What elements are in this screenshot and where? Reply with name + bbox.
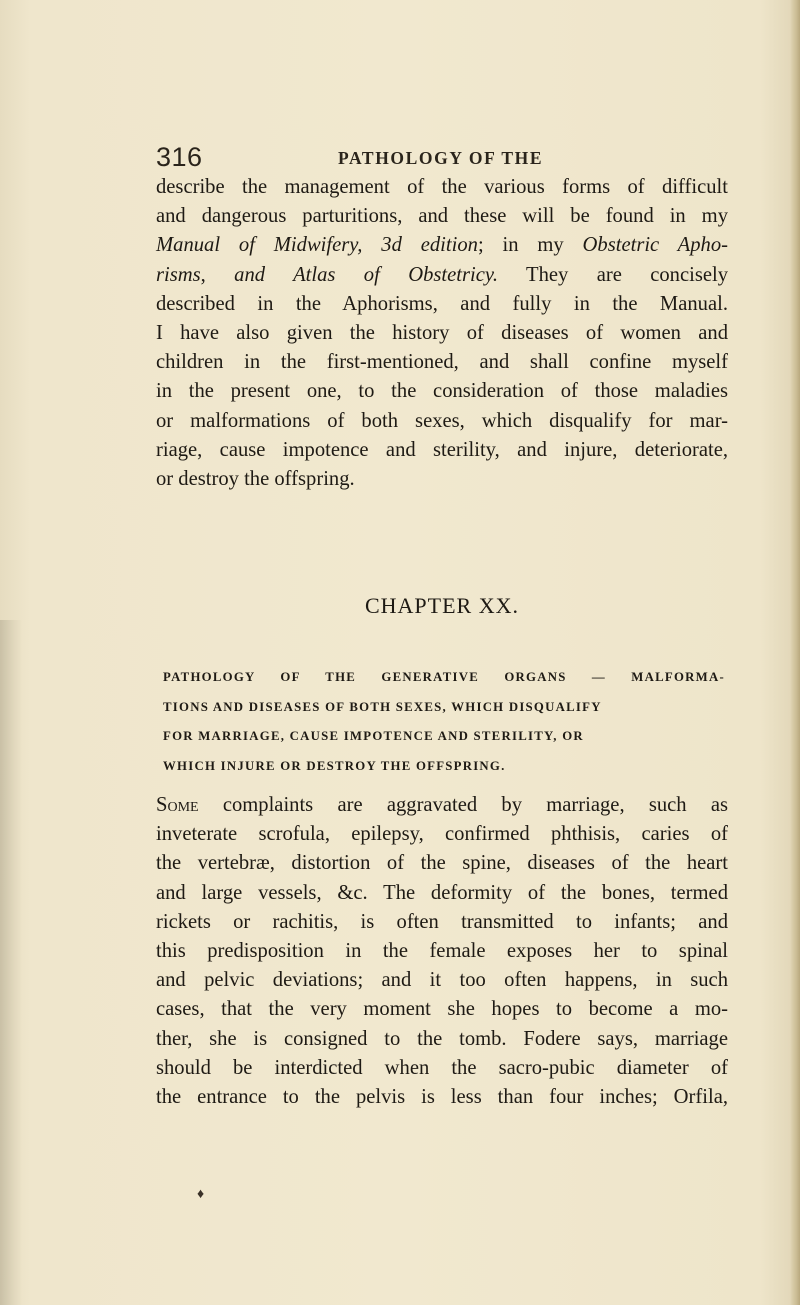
paragraph-line: should be interdicted when the sacro-pubic diameter of: [156, 1056, 728, 1079]
italic-title: risms: [156, 263, 201, 286]
subtitle-line: WHICH INJURE OR DESTROY THE OFFSPRING.: [163, 758, 506, 773]
paragraph-line-rest: complaints are aggravated by marriage, such as: [198, 794, 728, 816]
paragraph-line: children in the first-mentioned, and shall confine myself: [156, 351, 728, 374]
paragraph-2: [156, 791, 728, 1112]
page-header: [156, 142, 616, 176]
signature-mark: ♦: [197, 1187, 205, 1202]
paragraph-line: and dangerous parturitions, and these will be found in my: [156, 205, 728, 228]
paragraph-line: or malformations of both sexes, which disqualify for mar-: [156, 409, 728, 432]
page-edge-right: [790, 0, 800, 1305]
paragraph-line: rickets or rachitis, is often transmitted to infants; and: [156, 910, 728, 933]
paragraph-line: in the present one, to the consideration of those maladies: [156, 380, 728, 403]
drop-word: Some: [156, 794, 199, 816]
paragraph-line: described in the Aphorisms, and fully in the Manual.: [156, 292, 728, 315]
paragraph-line: I have also given the history of diseases of women and: [156, 321, 728, 344]
paragraph-line: cases, that the very moment she hopes to become a mo-: [156, 998, 728, 1021]
paragraph-line: riage, cause impotence and sterility, and injure, deteriorate,: [156, 438, 728, 461]
italic-title: and Atlas of Obstetricy.: [234, 263, 498, 286]
chapter-heading: CHAPTER XX.: [364, 593, 519, 618]
paragraph-line: the entrance to the pelvis is less than four inches; Orfila,: [156, 1085, 728, 1108]
paragraph-line: describe the management of the various forms of difficult: [156, 176, 728, 198]
subtitle-line: PATHOLOGY OF THE GENERATIVE ORGANS — MALFORMA-: [163, 670, 725, 684]
paragraph-line: inveterate scrofula, epilepsy, confirmed phthisis, caries of: [156, 823, 728, 846]
paragraph-line-italic: Manual of Midwifery, 3d edition; in my Obstetric Apho-: [156, 234, 728, 257]
paragraph-line: the vertebræ, distortion of the spine, diseases of the heart: [156, 852, 728, 875]
italic-title: Obstetric Apho-: [582, 234, 728, 257]
paragraph-line: this predisposition in the female exposes her to spinal: [156, 939, 728, 962]
paragraph-line: [156, 791, 728, 820]
paragraph-line: or destroy the offspring.: [156, 467, 355, 490]
paragraph-line-italic: risms, and Atlas of Obstetricy. They are concisely: [156, 263, 728, 286]
page-shadow-left: [0, 620, 22, 1305]
paragraph-1: [156, 173, 728, 494]
paragraph-line: ther, she is consigned to the tomb. Fodere says, marriage: [156, 1027, 728, 1050]
italic-title: Manual of Midwifery, 3d edition: [156, 234, 478, 257]
running-head: PATHOLOGY OF THE: [338, 148, 544, 168]
subtitle-line: FOR MARRIAGE, CAUSE IMPOTENCE AND STERILITY, OR: [163, 729, 584, 743]
paragraph-line: and large vessels, &c. The deformity of the bones, termed: [156, 881, 728, 904]
page-number: 316: [156, 142, 203, 172]
paragraph-line: and pelvic deviations; and it too often happens, in such: [156, 969, 728, 992]
chapter-subtitle: [163, 663, 725, 781]
subtitle-line: TIONS AND DISEASES OF BOTH SEXES, WHICH DISQUALIFY: [163, 699, 602, 714]
